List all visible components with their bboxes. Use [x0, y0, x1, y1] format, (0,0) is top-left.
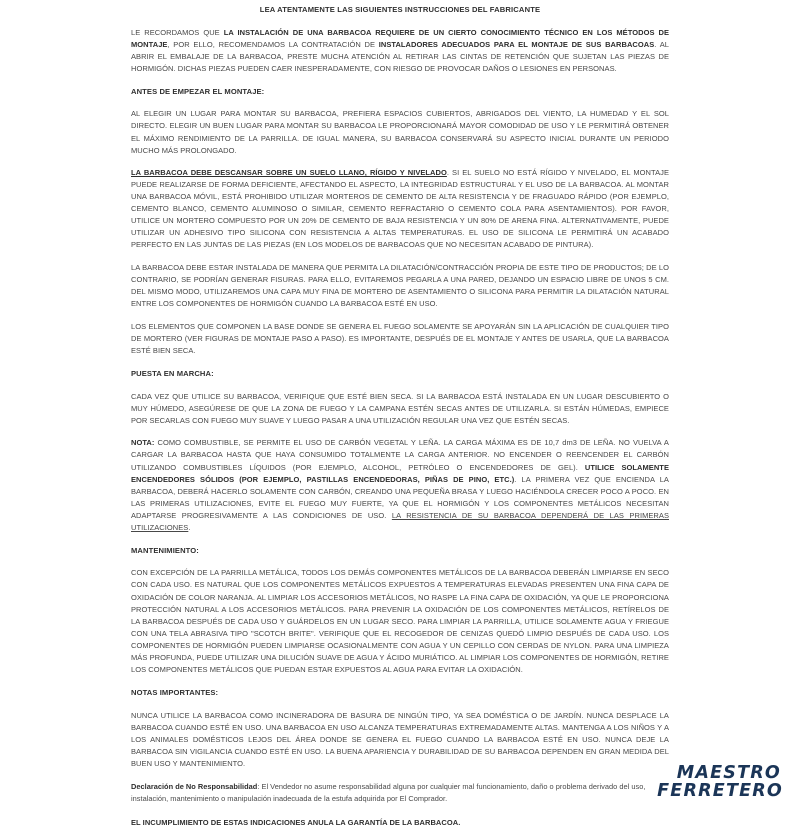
- intro-paragraph: [131, 27, 669, 75]
- heading-antes-de-empezar: ANTES DE EMPEZAR EL MONTAJE:: [131, 86, 265, 96]
- antes-paragraph-3: LA BARBACOA DEBE ESTAR INSTALADA DE MANERA QUE PERMITA LA DILATACIÓN/CONTRACCIÓN PROPIA DE ESTE TIPO DE PRODUCTOS; DE LO CONTRARIO, SE PODRÍAN GENERAR FISURAS. PARA ELLO, EVITAREMOS PEGARLA A UNA PARED, DEJANDO UN ESPACIO LIBRE DE UNOS 5 CM. DEL MISMO MODO, UTILIZAREMOS UNA CAPA MUY FINA DE MORTERO DE ASENTAMIENTO O SILICONA PARA PERMITIR LA DILATACIÓN NATURAL ENTRE LOS COMPONENTES DE HORMIGÓN CUANDO LA BARBACOA ESTÉ EN USO.: [131, 263, 669, 309]
- nota-bold-segment: UTILICE SOLAMENTE ENCENDEDORES SÓLIDOS (POR EJEMPLO, PASTILLAS ENCENDEDORAS, PIÑAS DE PINO, ETC.): [131, 462, 669, 484]
- nota-end: .: [188, 522, 191, 532]
- intro-bold-1: LA INSTALACIÓN DE UNA BARBACOA REQUIERE DE UN CIERTO CONOCIMIENTO TÉCNICO EN LOS MÉTODOS DE MONTAJE: [131, 27, 669, 49]
- antes-p2-bold-underline: LA BARBACOA DEBE DESCANSAR SOBRE UN SUELO LLANO, RÍGIDO Y NIVELADO: [131, 168, 447, 178]
- mantenimiento-paragraph-1: CON EXCEPCIÓN DE LA PARRILLA METÁLICA, TODOS LOS DEMÁS COMPONENTES METÁLICOS DE LA BARBACOA DEBERÁN LIMPIARSE EN SECO CON CADA USO. ES NATURAL QUE LOS COMPONENTES METÁLICOS EXPUESTOS A TEMPERATURAS ELEVADAS PRESENTEN UNA FINA CAPA DE OXIDACIÓN DE COLOR NARANJA. AL LIMPIAR LOS ACCESORIOS METÁLICOS, NO RASPE LA FINA CAPA DE OXIDACIÓN, YA QUE LE PROPORCIONA PROTECCIÓN NATURAL A LOS ACCESORIOS METÁLICOS. PARA PREVENIR LA OXIDACIÓN DE LOS COMPONENTES METÁLICOS, RETÍRELOS DE LA BARBACOA DESPUÉS DE CADA USO Y GUÁRDELOS EN UN LUGAR SECO. PARA LIMPIAR LA PARRILLA, UTILICE SOLAMENTE AGUA Y FRIEGUE CON UNA TELA ABRASIVA TIPO "SCOTCH BRITE". VERIFIQUE QUE EL RECOGEDOR DE CENIZAS QUEDÓ LIMPIO DESPUÉS DE CADA USO. LOS COMPONENTES DE HORMIGÓN PUEDEN LIMPIARSE OCASIONALMENTE CON AGUA Y UN CEPILLO CON CERDAS DE NYLON. PARA UNA LIMPIEZA MÁS PROFUNDA, PUEDE UTILIZAR UNA DILUCIÓN SUAVE DE AGUA Y ÁCIDO MURIÁTICO. AL LIMPIAR LOS COMPONENTES DE HORMIGÓN, RETIRE LOS COMPONENTES METÁLICOS QUE PUEDAN ESTAR EXPUESTOS AL AGUA PARA EVITAR LA OXIDACIÓN.: [131, 568, 669, 674]
- nota-text-2: . LA PRIMERA VEZ QUE ENCIENDA LA BARBACOA, DEBERÁ HACERLO SOLAMENTE CON CARBÓN, CREANDO UNA PEQUEÑA BRASA Y LUEGO HACIÉNDOLA CRECER POCO A POCO. EN LAS PRIMERAS UTILIZACIONES, EVITE EL FUEGO MUY FUERTE, YA QUE EL HORMIGÓN Y LOS COMPONENTES METÁLICOS NECESITAN ADAPTARSE PROGRESIVAMENTE A LAS CONDICIONES DE USO.: [131, 474, 669, 520]
- intro-lead: LE RECORDAMOS QUE: [131, 27, 224, 37]
- disclaimer-text: : El Vendedor no asume responsabilidad alguna por cualquier mal funcionamiento, daño o problema derivado del uso, instalación, mantenimiento o manipulación inadecuada de la estufa adquirida por El Comprador.: [131, 781, 646, 803]
- intro-mid-1: , POR ELLO, RECOMENDAMOS LA CONTRATACIÓN DE: [167, 39, 379, 49]
- logo-line-1: MAESTRO: [676, 763, 781, 783]
- antes-p2-rest: . SI EL SUELO NO ESTÁ RÍGIDO Y NIVELADO, EL MONTAJE PUEDE REALIZARSE DE FORMA DEFICIENTE, AFECTANDO EL ASPECTO, LA INTEGRIDAD ESTRUCTURAL Y EL USO DE LA BARBACOA. AL MONTAR UNA BARBACOA MÓVIL, ESTÁ PROHIBIDO UTILIZAR MORTEROS DE CEMENTO DE ALTA RESISTENCIA Y DE FRAGUADO RÁPIDO (POR EJEMPLO, CEMENTO BLANCO, CEMENTO ALUMINOSO O SIMILAR, CEMENTO REFRACTARIO O CEMENTO COLA PARA ASENTAMIENTOS). POR FAVOR, UTILICE UN MORTERO COMPUESTO POR UN 20% DE CEMENTO DE BAJA RESISTENCIA Y UN 80% DE ARENA FINA. ALTERNATIVAMENTE, PUEDE UTILIZAR UN ADHESIVO TIPO SILICONA CON RESISTENCIA A ALTAS TEMPERATURAS. EL USO DE SILICONA LE PERMITIRÁ UN ACABADO PERFECTO EN LAS JUNTAS DE LAS PIEZAS (EN LOS MODELOS DE BARBACOAS QUE NO NECESITAN ACABADO DE PINTURA).: [131, 168, 669, 250]
- page-title: LEA ATENTAMENTE LAS SIGUIENTES INSTRUCCIONES DEL FABRICANTE: [259, 5, 541, 14]
- document-body: [131, 0, 669, 829]
- notas-paragraph-1: NUNCA UTILICE LA BARBACOA COMO INCINERADORA DE BASURA DE NINGÚN TIPO, YA SEA DOMÉSTICA O DE JARDÍN. NUNCA DESPLACE LA BARBACOA CUANDO ESTÉ EN USO. UNA BARBACOA EN USO ALCANZA TEMPERATURAS EXTREMADAMENTE ALTAS. MANTENGA A LOS NIÑOS Y A LOS ANIMALES DOMÉSTICOS LEJOS DEL ÁREA DONDE SE GENERA EL FUEGO CUANDO LA BARBACOA ESTÉ EN USO. NUNCA DEJE LA BARBACOA SIN VIGILANCIA CUANDO ESTÉ EN USO. LA BUENA APARIENCIA Y DURABILIDAD DE SU BARBACOA DEPENDEN EN GRAN MEDIDA DEL BUEN USO Y MANTENIMIENTO.: [131, 710, 669, 768]
- maestro-ferretero-logo: [569, 762, 785, 800]
- intro-tail: . AL ABRIR EL EMBALAJE DE LA BARBACOA, PRESTE MUCHA ATENCIÓN AL RETIRAR LAS CINTAS DE RETENCIÓN QUE SUJETAN LAS PIEZAS DE HORMIGÓN. DICHAS PIEZAS PUEDEN CAER INESPERADAMENTE, CON RIESGO DE PROVOCAR DAÑOS O LESIONES EN PERSONAS.: [131, 39, 669, 73]
- disclaimer-label: Declaración de No Responsabilidad: [131, 781, 258, 791]
- puesta-paragraph-1: CADA VEZ QUE UTILICE SU BARBACOA, VERIFIQUE QUE ESTÉ BIEN SECA. SI LA BARBACOA ESTÁ INSTALADA EN UN LUGAR DESCUBIERTO O MUY HÚMEDO, ASEGÚRESE DE QUE LA ZONA DE FUEGO Y LA CAMPANA ESTÉN SECAS ANTES DE UTILIZARLA. SI ESTÁN HÚMEDAS, EMPIECE POR SECARLAS CON FUEGO MUY SUAVE Y LUEGO PASAR A UNA UTILIZACIÓN REGULAR UNA VEZ QUE ESTÉN SECAS.: [131, 391, 669, 425]
- nota-underline-segment: LA RESISTENCIA DE SU BARBACOA DEPENDERÁ DE LAS PRIMERAS UTILIZACIONES: [131, 510, 670, 532]
- puesta-nota-paragraph: [131, 437, 669, 533]
- nota-label: NOTA:: [131, 438, 155, 448]
- heading-mantenimiento: MANTENIMIENTO:: [131, 545, 199, 555]
- antes-paragraph-1: AL ELEGIR UN LUGAR PARA MONTAR SU BARBACOA, PREFIERA ESPACIOS CUBIERTOS, ABRIGADOS DEL VIENTO, LA HUMEDAD Y EL SOL DIRECTO. ELEGIR UN BUEN LUGAR PARA MONTAR SU BARBACOA LE PROPORCIONARÁ MAYOR COMODIDAD DE USO Y LE PERMITIRÁ OBTENER EL MÁXIMO RENDIMIENTO DE LA PARRILLA. DE IGUAL MANERA, SU BARBACOA CONSERVARÁ SU ASPECTO INICIAL DURANTE UN PERIODO MUCHO MÁS PROLONGADO.: [131, 109, 669, 155]
- heading-notas-importantes: NOTAS IMPORTANTES:: [131, 687, 219, 697]
- nota-text-1: COMO COMBUSTIBLE, SE PERMITE EL USO DE CARBÓN VEGETAL Y LEÑA. LA CARGA MÁXIMA ES DE 10,7 dm3 DE LEÑA. NO VUELVA A CARGAR LA BARBACOA HASTA QUE HAYA CONSUMIDO TOTALMENTE LA CARGA ANTERIOR. NO ENCENDER O REENCENDER EL CARBÓN UTILIZANDO COMBUSTIBLES LÍQUIDOS (POR EJEMPLO, ALCOHOL, PETRÓLEO O ENCENDEDORES DE GEL).: [131, 438, 669, 472]
- antes-paragraph-2: [131, 167, 669, 251]
- heading-puesta-en-marcha: PUESTA EN MARCHA:: [131, 369, 214, 379]
- final-warranty-note: EL INCUMPLIMIENTO DE ESTAS INDICACIONES ANULA LA GARANTÍA DE LA BARBACOA.: [131, 817, 461, 827]
- logo-line-2: FERRETERO: [657, 781, 783, 800]
- intro-bold-2: INSTALADORES ADECUADOS PARA EL MONTAJE DE SUS BARBACOAS: [378, 39, 655, 49]
- antes-paragraph-4: LOS ELEMENTOS QUE COMPONEN LA BASE DONDE SE GENERA EL FUEGO SOLAMENTE SE APOYARÁN SIN LA APLICACIÓN DE CUALQUIER TIPO DE MORTERO (VER FIGURAS DE MONTAJE PASO A PASO). ES IMPORTANTE, DESPUÉS DE EL MONTAJE Y ANTES DE USARLA, QUE LA BARBACOA ESTÉ BIEN SECA.: [131, 321, 669, 355]
